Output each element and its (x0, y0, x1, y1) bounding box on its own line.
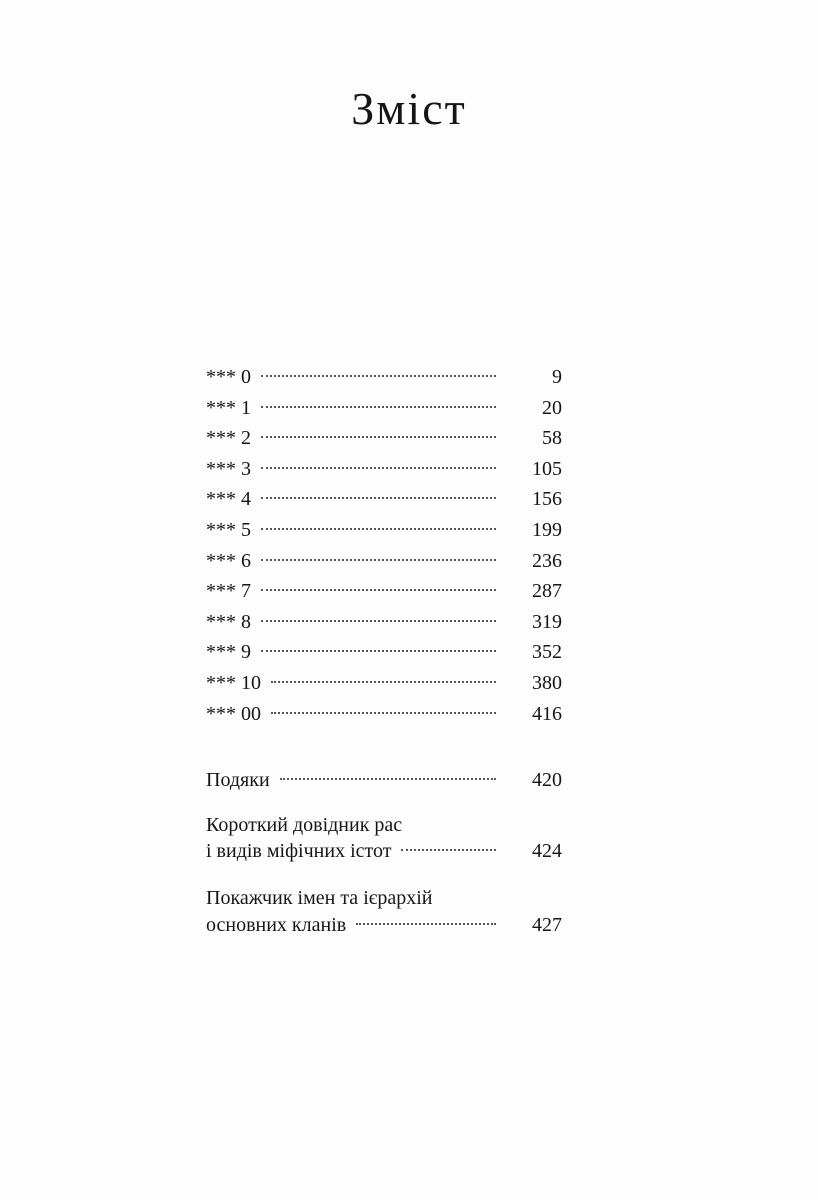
toc-entry-chapter-8[interactable] (206, 611, 562, 642)
dot-leader (261, 650, 496, 652)
toc-entry-chapter-3[interactable] (206, 458, 562, 489)
toc-entry-page: 105 (532, 457, 562, 480)
toc-entry-page: 58 (542, 427, 562, 450)
toc-entry-chapter-6[interactable] (206, 550, 562, 581)
toc-entry-page: 416 (532, 702, 562, 725)
toc-entry-chapter-1[interactable] (206, 397, 562, 428)
toc-entry-page: 319 (532, 610, 562, 633)
dot-leader (261, 497, 496, 499)
dot-leader (271, 712, 496, 714)
toc-entry-label: *** 2 (206, 427, 251, 450)
toc-entry-chapter-4[interactable] (206, 488, 562, 519)
toc-entry-page: 427 (532, 913, 562, 936)
toc-entry-label: *** 10 (206, 671, 261, 694)
toc-entry-label-line1: Короткий довідник рас (206, 813, 403, 836)
toc-entry-chapter-5[interactable] (206, 519, 562, 550)
toc-entry-page: 236 (532, 549, 562, 572)
toc-entry-page: 287 (532, 580, 562, 603)
table-of-contents (206, 366, 562, 956)
toc-entry-label: *** 0 (206, 366, 251, 388)
toc-entry-label: *** 3 (206, 457, 251, 480)
dot-leader (261, 467, 496, 469)
toc-entry-chapter-9[interactable] (206, 641, 562, 672)
dot-leader (356, 923, 496, 925)
toc-entry-label: *** 5 (206, 518, 251, 541)
dot-leader (261, 589, 496, 591)
toc-entry-chapter-10[interactable] (206, 672, 562, 703)
toc-entry-label-line1: Покажчик імен та ієрархій (206, 886, 433, 909)
dot-leader (280, 778, 496, 780)
toc-entry-label: *** 8 (206, 610, 251, 633)
toc-entry-page: 9 (552, 366, 562, 388)
toc-entry-label: *** 1 (206, 396, 251, 419)
toc-entry-page: 420 (532, 769, 562, 792)
dot-leader (261, 559, 496, 561)
page-title: Зміст (351, 83, 467, 134)
toc-entry-label: *** 9 (206, 641, 251, 664)
toc-entry-label: *** 4 (206, 488, 251, 511)
toc-entry-thanks[interactable] (206, 769, 562, 800)
toc-entry-index[interactable] (206, 883, 562, 944)
toc-entry-page: 424 (532, 840, 562, 863)
toc-entry-label: *** 7 (206, 580, 251, 603)
toc-entry-chapter-7[interactable] (206, 580, 562, 611)
toc-entry-label-line2: і видів міфічних істот (206, 840, 392, 863)
toc-entry-chapter-0[interactable] (206, 366, 562, 397)
section-spacer (206, 733, 562, 769)
dot-leader (261, 436, 496, 438)
dot-leader (261, 528, 496, 530)
toc-entry-label: Подяки (206, 769, 270, 792)
dot-leader (261, 375, 496, 377)
dot-leader (401, 849, 496, 851)
dot-leader (261, 620, 496, 622)
toc-entry-label: *** 00 (206, 702, 261, 725)
toc-entry-label: *** 6 (206, 549, 251, 572)
toc-entry-page: 20 (542, 396, 562, 419)
dot-leader (261, 406, 496, 408)
dot-leader (271, 681, 496, 683)
toc-entry-chapter-00[interactable] (206, 703, 562, 734)
toc-entry-page: 199 (532, 518, 562, 541)
toc-entry-page: 352 (532, 641, 562, 664)
toc-entry-page: 380 (532, 671, 562, 694)
toc-entry-page: 156 (532, 488, 562, 511)
toc-entry-chapter-2[interactable] (206, 427, 562, 458)
toc-entry-label-line2: основних кланів (206, 913, 347, 936)
toc-entry-guide[interactable] (206, 810, 562, 871)
